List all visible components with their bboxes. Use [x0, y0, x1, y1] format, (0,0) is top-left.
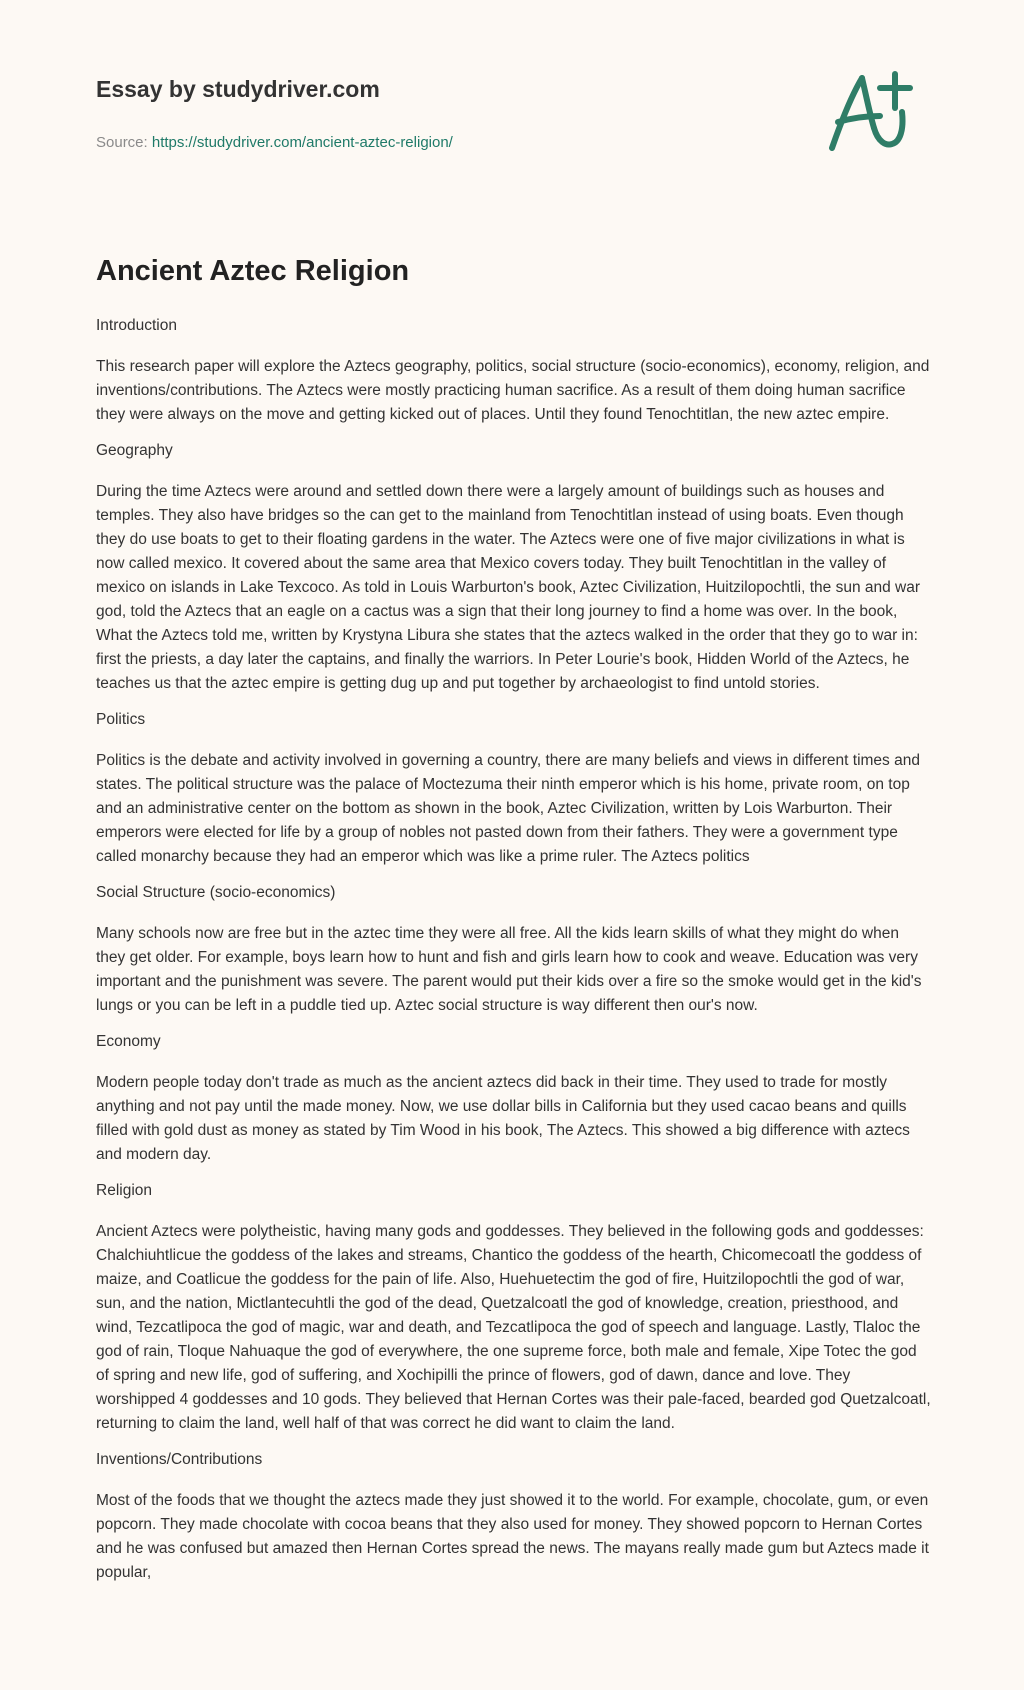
essay-title: Ancient Aztec Religion [96, 255, 410, 287]
section-heading-religion: Religion [96, 1182, 153, 1199]
essay-header [96, 74, 736, 152]
section-text-social-structure: Many schools now are free but in the aztec time they were all free. All the kids learn skills of what they might do when they get older. For example, boys learn how to hunt and fish and girls learn how to cook and weave. Education was very important and the punishment was severe. The parent would put their kids over a fire so the smoke would get in the kid's lungs or you can be left in a puddle tied up. Aztec social structure is way different then our's now. [96, 925, 922, 1014]
brand-title: Essay by studydriver.com [96, 76, 380, 102]
source-line [96, 134, 736, 152]
section-text-religion: Ancient Aztecs were polytheistic, having many gods and goddesses. They believed in the following gods and goddesses: Chalchiuhtlicue the goddess of the lakes and streams, Chantico the goddess of the hearth, Chicomecoatl the goddess of maize, and Coatlicue the goddess for the pain of life. Also, Huehuetectim the god of fire, Huitzilopochtli the god of war, sun, and the nation, Mictlantecuhtli the god of the dead, Quetzalcoatl the god of knowledge, creation, priesthood, and wind, Tezcatlipoca the god of magic, war and death, and Tezcatlipoca the god of speech and language. Lastly, Tlaloc the god of rain, Tloque Nahuaque the god of everywhere, the one supreme force, both male and female, Xipe Totec the god of spring and new life, god of suffering, and Xochipilli the prince of flowers, god of dawn, dance and love. They worshipped 4 goddesses and 10 gods. They believed that Hernan Cortes was their pale-faced, bearded god Quetzalcoatl, returning to claim the land, well half of that was correct he did want to claim the land. [96, 1223, 931, 1432]
source-label: Source: [96, 134, 152, 151]
section-heading-introduction: Introduction [96, 317, 177, 334]
section-heading-economy: Economy [96, 1033, 161, 1050]
source-link[interactable]: https://studydriver.com/ancient-aztec-religion/ [151, 134, 453, 151]
section-heading-social-structure: Social Structure (socio-economics) [96, 884, 336, 901]
section-heading-inventions: Inventions/Contributions [96, 1451, 263, 1468]
section-heading-politics: Politics [96, 711, 146, 728]
section-text-introduction: This research paper will explore the Aztecs geography, politics, social structure (socio-economics), economy, religion, and inventions/contributions. The Aztecs were mostly practicing human sacrifice. As a result of them doing human sacrifice they were always on the move and getting kicked out of places. Until they found Tenochtitlan, the new aztec empire. [96, 358, 930, 423]
essay-content [96, 252, 932, 1599]
section-text-inventions: Most of the foods that we thought the aztecs made they just showed it to the world. For example, chocolate, gum, or even popcorn. They made chocolate with cocoa beans that they also used for money. They showed popcorn to Hernan Cortes and he was confused but amazed then Hernan Cortes spread the news. The mayans really made gum but Aztecs made it popular, [96, 1492, 929, 1581]
section-text-economy: Modern people today don't trade as much as the ancient aztecs did back in their time. They used to trade for mostly anything and not pay until the made money. Now, we use dollar bills in California but they used cacao beans and quills filled with gold dust as money as stated by Tim Wood in his book, The Aztecs. This showed a big difference with aztecs and modern day. [96, 1074, 910, 1163]
a-plus-logo-icon [820, 70, 930, 170]
section-text-geography: During the time Aztecs were around and settled down there were a largely amount of buildings such as houses and temples. They also have bridges so the can get to the mainland from Tenochtitlan instead of using boats. Even though they do use boats to get to their floating gardens in the water. The Aztecs were one of five major civilizations in what is now called mexico. It covered about the same area that Mexico covers today. They built Tenochtitlan in the valley of mexico on islands in Lake Texcoco. As told in Louis Warburton's book, Aztec Civilization, Huitzilopochtli, the sun and war god, told the Aztecs that an eagle on a cactus was a sign that their long journey to find a home was over. In the book, What the Aztecs told me, written by Krystyna Libura she states that the aztecs walked in the order that they go to war in: first the priests, a day later the captains, and finally the warriors. In Peter Lourie's book, Hidden World of the Aztecs, he teaches us that the aztec empire is getting dug up and put together by archaeologist to find untold stories. [96, 483, 921, 692]
section-heading-geography: Geography [96, 442, 173, 459]
section-text-politics: Politics is the debate and activity involved in governing a country, there are many beliefs and views in different times and states. The political structure was the palace of Moctezuma their ninth emperor which is his home, private room, on top and an administrative center on the bottom as shown in the book, Aztec Civilization, written by Lois Warburton. Their emperors were elected for life by a group of nobles not pasted down from their fathers. They were a government type called monarchy because they had an emperor which was like a prime ruler. The Aztecs politics [96, 752, 920, 865]
